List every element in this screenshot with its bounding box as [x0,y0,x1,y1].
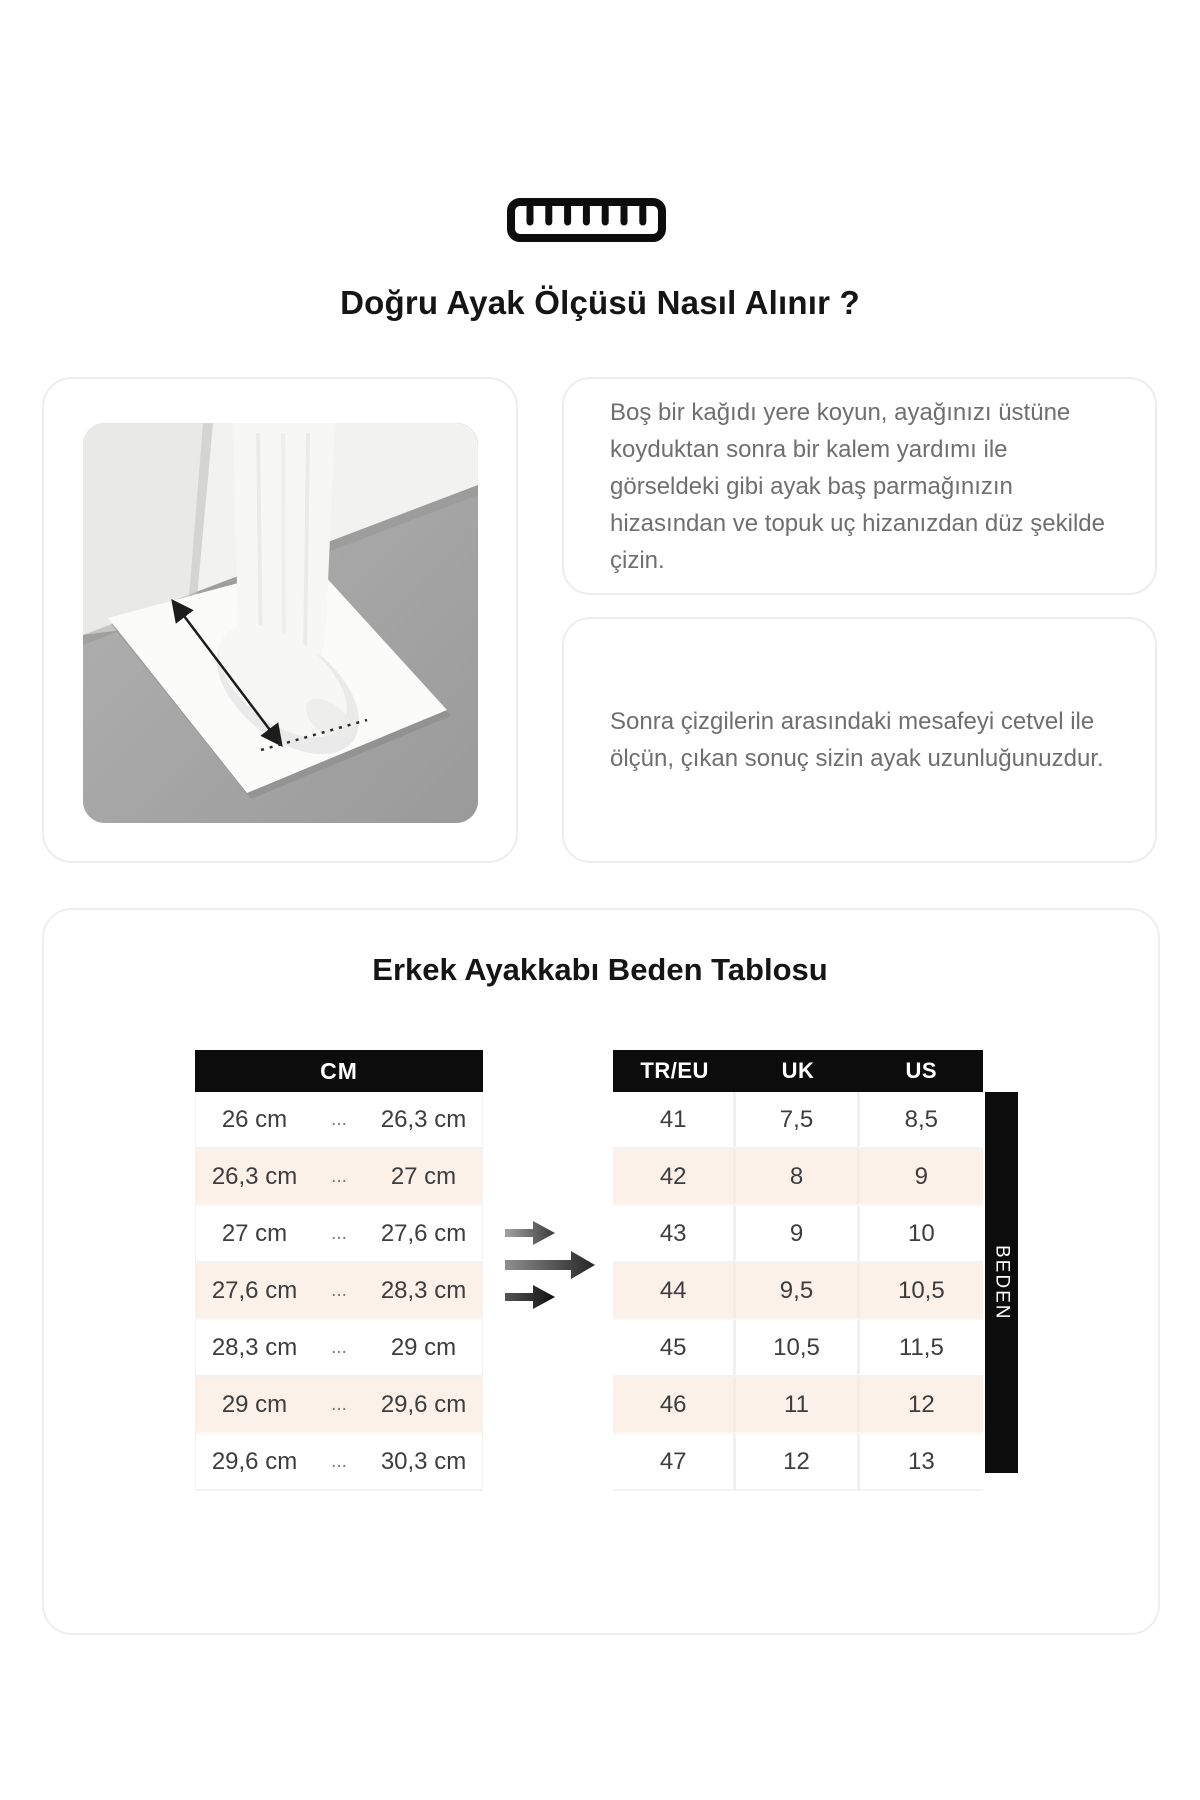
size-table-row [613,1092,983,1149]
international-size-table [613,1050,983,1491]
size-table-header-row [613,1050,983,1092]
size-table-row [613,1149,983,1206]
cm-to: 29,6 cm [380,1390,467,1418]
range-dots: ... [331,1393,347,1415]
tr-eu-size: 47 [613,1434,736,1489]
tr-eu-size: 41 [613,1092,736,1147]
range-dots: ... [331,1279,347,1301]
col-header-us: US [905,1058,938,1083]
us-size: 13 [907,1447,935,1475]
tr-eu-size: 45 [613,1320,736,1375]
tr-eu-size: 46 [613,1377,736,1432]
range-dots: ... [331,1222,347,1244]
range-dots: ... [331,1336,347,1358]
cm-from: 29,6 cm [211,1447,298,1475]
uk-size: 11 [736,1377,859,1432]
cm-from: 27 cm [221,1219,288,1247]
uk-size: 10,5 [736,1320,859,1375]
range-dots: ... [331,1165,347,1187]
size-section-title: Erkek Ayakkabı Beden Tablosu [372,952,828,987]
cm-to: 29 cm [390,1333,457,1361]
cm-table-row [196,1092,482,1149]
cm-from: 28,3 cm [211,1333,298,1361]
beden-label: BEDEN [991,1244,1013,1321]
cm-table-row [196,1263,482,1320]
us-size: 10,5 [897,1276,945,1304]
us-size: 10 [907,1219,935,1247]
instruction-step-1-text: Boş bir kağıdı yere koyun, ayağınızı üstüne koyduktan sonra bir kalem yardımı ile görseldeki gibi ayak baş parmağınızın hizasından ve topuk uç hizanızdan düz şekilde çizin. [610,398,1105,574]
col-header-uk: UK [781,1058,815,1083]
cm-from: 26,3 cm [211,1162,298,1190]
cm-table-body [195,1092,483,1491]
uk-size: 8 [736,1149,859,1204]
cm-table-row [196,1377,482,1434]
cm-from: 29 cm [221,1390,288,1418]
instruction-step-1 [562,377,1157,595]
col-header-tr-eu: TR/EU [640,1058,709,1083]
uk-size: 7,5 [736,1092,859,1147]
uk-size: 9 [736,1206,859,1261]
cm-table-row [196,1434,482,1491]
tr-eu-size: 43 [613,1206,736,1261]
measurement-photo-card [42,377,518,863]
cm-table-header: CM [195,1050,483,1092]
cm-from: 27,6 cm [211,1276,298,1304]
tr-eu-size: 44 [613,1263,736,1318]
cm-to: 27 cm [390,1162,457,1190]
range-dots: ... [331,1450,347,1472]
cm-to: 30,3 cm [380,1447,467,1475]
size-table-row [613,1263,983,1320]
us-size: 9 [914,1162,928,1190]
uk-size: 12 [736,1434,859,1489]
cm-to: 26,3 cm [380,1105,467,1133]
cm-table-row [196,1206,482,1263]
page-title: Doğru Ayak Ölçüsü Nasıl Alınır ? [340,284,860,321]
instruction-step-2-text: Sonra çizgilerin arasındaki mesafeyi cetvel ile ölçün, çıkan sonuç sizin ayak uzunluğunuzdur. [610,708,1104,772]
us-size: 8,5 [904,1105,939,1133]
cm-table-row [196,1149,482,1206]
us-size: 12 [907,1390,935,1418]
transfer-arrows-icon [499,1215,604,1315]
cm-to: 28,3 cm [380,1276,467,1304]
cm-table-row [196,1320,482,1377]
us-size: 11,5 [898,1333,944,1361]
instruction-step-2 [562,617,1157,863]
beden-vertical-bar [985,1092,1018,1473]
size-table-row [613,1206,983,1263]
uk-size: 9,5 [736,1263,859,1318]
size-table-row [613,1377,983,1434]
ruler-icon [506,197,667,243]
size-table-row [613,1434,983,1491]
foot-measurement-photo [83,423,478,823]
cm-to: 27,6 cm [380,1219,467,1247]
cm-table [195,1050,483,1491]
range-dots: ... [331,1108,347,1130]
cm-from: 26 cm [221,1105,288,1133]
tr-eu-size: 42 [613,1149,736,1204]
size-table-row [613,1320,983,1377]
